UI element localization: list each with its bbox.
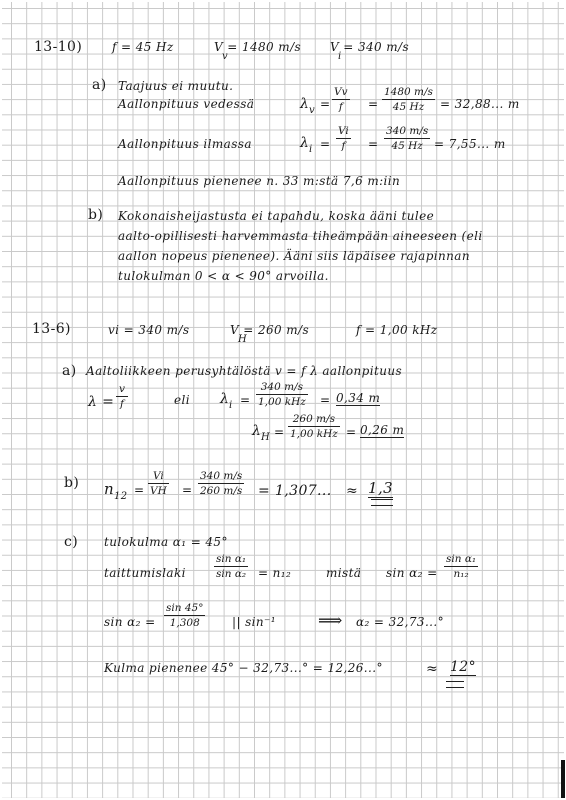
refractive-index-equals: = n₁₂	[258, 566, 292, 580]
fraction-340-over-260: 340 m/s 260 m/s	[200, 470, 243, 498]
fraction-1480-over-45: 1480 m/s 45 Hz	[384, 86, 433, 114]
problem-label-13-10: 13-10)	[34, 39, 83, 55]
lambda-h-subscript: H	[261, 432, 271, 443]
approx-sign: ≈	[346, 483, 359, 499]
lambda-i-subscript: i	[309, 144, 313, 155]
equals-sign: =	[134, 483, 145, 497]
lambda-v-symbol: λ	[300, 96, 310, 112]
equals-sign: =	[240, 393, 251, 407]
lambda-i-subscript: i	[229, 400, 233, 411]
speed-air-subscript: i	[338, 51, 342, 62]
fraction-340-over-45: 340 m/s 45 Hz	[386, 125, 429, 153]
result-ratio-rounded: 1,3	[368, 479, 394, 497]
frequency-given: f = 45 Hz	[112, 40, 174, 54]
speed-h-given: V = 260 m/s	[230, 323, 310, 337]
arcsin-operation: || sin⁻¹	[232, 615, 276, 629]
speed-water-subscript: v	[222, 51, 229, 62]
implies-arrow-icon: ⟹	[318, 611, 343, 631]
result-lambda-i: 0,34 m	[336, 391, 381, 405]
refractive-index-symbol: n	[104, 480, 115, 498]
lambda-i-symbol: λ	[220, 391, 230, 407]
problem-label-13-6: 13-6)	[32, 321, 71, 337]
sin-a2-equals: sin α₂ =	[386, 566, 438, 580]
text-frequency-unchanged: Taajuus ei muutu.	[118, 79, 234, 93]
frequency-given: f = 1,00 kHz	[356, 323, 438, 337]
refractive-index-subscript: 12	[114, 491, 128, 502]
speed-water-given: V = 1480 m/s	[214, 40, 302, 54]
text-b-line1: Kokonaisheijastusta ei tapahdu, koska ääni tulee	[118, 209, 435, 223]
fraction-260-over-1kHz: 260 m/s 1,00 kHz	[290, 413, 338, 441]
equals-sign: =	[368, 97, 379, 111]
lambda-i-symbol: λ	[300, 135, 310, 151]
speed-air-given: V = 340 m/s	[330, 40, 410, 54]
result-alpha2: α₂ = 32,73...°	[356, 615, 444, 629]
part-a-label: a)	[92, 77, 107, 93]
fraction-sin-a1-over-sin-a2: sin α₁ sin α₂	[216, 553, 247, 581]
equals-sign: =	[320, 137, 331, 151]
sin-a2-equals: sin α₂ =	[104, 615, 156, 629]
text-b-line3: aallon nopeus pienenee). Ääni siis läpäisee rajapinnan	[118, 249, 470, 263]
equals-sign: =	[320, 393, 331, 407]
result-lambda-h: 0,26 m	[360, 423, 405, 437]
speed-air-given: vi = 340 m/s	[108, 323, 190, 337]
equals-sign: =	[368, 137, 379, 151]
text-angle-decreases: Kulma pienenee 45° − 32,73...° = 12,26...°	[104, 661, 383, 675]
result-final-angle: 12°	[450, 659, 477, 675]
part-c-label: c)	[64, 534, 79, 550]
lambda-formula: λ =	[88, 394, 115, 410]
fraction-sin-a1-over-n12: sin α₁ n₁₂	[446, 553, 477, 581]
text-wavelength-decreases: Aallonpituus pienenee n. 33 m:stä 7,6 m:iin	[118, 174, 401, 188]
speed-h-subscript: H	[238, 334, 248, 345]
part-a-label: a)	[62, 363, 77, 379]
equals-sign: =	[182, 483, 193, 497]
lambda-h-symbol: λ	[252, 423, 262, 439]
fraction-vi-over-vh: Vi VH	[150, 470, 167, 498]
fraction-340-over-1kHz: 340 m/s 1,00 kHz	[258, 381, 306, 409]
fraction-vv-over-f: Vv f	[334, 86, 348, 114]
text-eli: eli	[174, 393, 190, 407]
text-refraction-law: taittumislaki	[104, 566, 186, 580]
approx-sign: ≈	[426, 661, 439, 677]
part-b-label: b)	[88, 207, 104, 223]
text-b-line4: tulokulman 0 < α < 90° arvoilla.	[118, 269, 329, 283]
text-wavelength-water: Aallonpituus vedessä	[118, 97, 255, 111]
part-b-label: b)	[64, 475, 80, 491]
result-ratio: = 1,307...	[258, 483, 332, 499]
text-incidence-angle: tulokulma α₁ = 45°	[104, 535, 228, 549]
text-wave-equation: Aaltoliikkeen perusyhtälöstä v = f λ aallonpituus	[86, 364, 403, 378]
lambda-v-subscript: v	[309, 105, 316, 116]
fraction-sin45-over-1308: sin 45° 1,308	[166, 602, 204, 630]
equals-sign: =	[346, 425, 357, 439]
scan-edge-mark	[561, 760, 565, 798]
equals-sign: =	[274, 425, 285, 439]
text-mista: mistä	[326, 566, 362, 580]
result-wavelength-water: = 32,88... m	[440, 97, 520, 111]
result-wavelength-air: = 7,55... m	[434, 137, 506, 151]
fraction-vi-over-f: Vi f	[338, 125, 349, 153]
double-underline	[371, 499, 393, 506]
text-wavelength-air: Aallonpituus ilmassa	[118, 137, 252, 151]
equals-sign: =	[320, 97, 331, 111]
double-underline	[446, 681, 464, 688]
fraction-v-over-f: v f	[116, 383, 128, 410]
text-b-line2: aalto-opillisesti harvemmasta tiheämpään aineeseen (eli	[118, 229, 483, 243]
